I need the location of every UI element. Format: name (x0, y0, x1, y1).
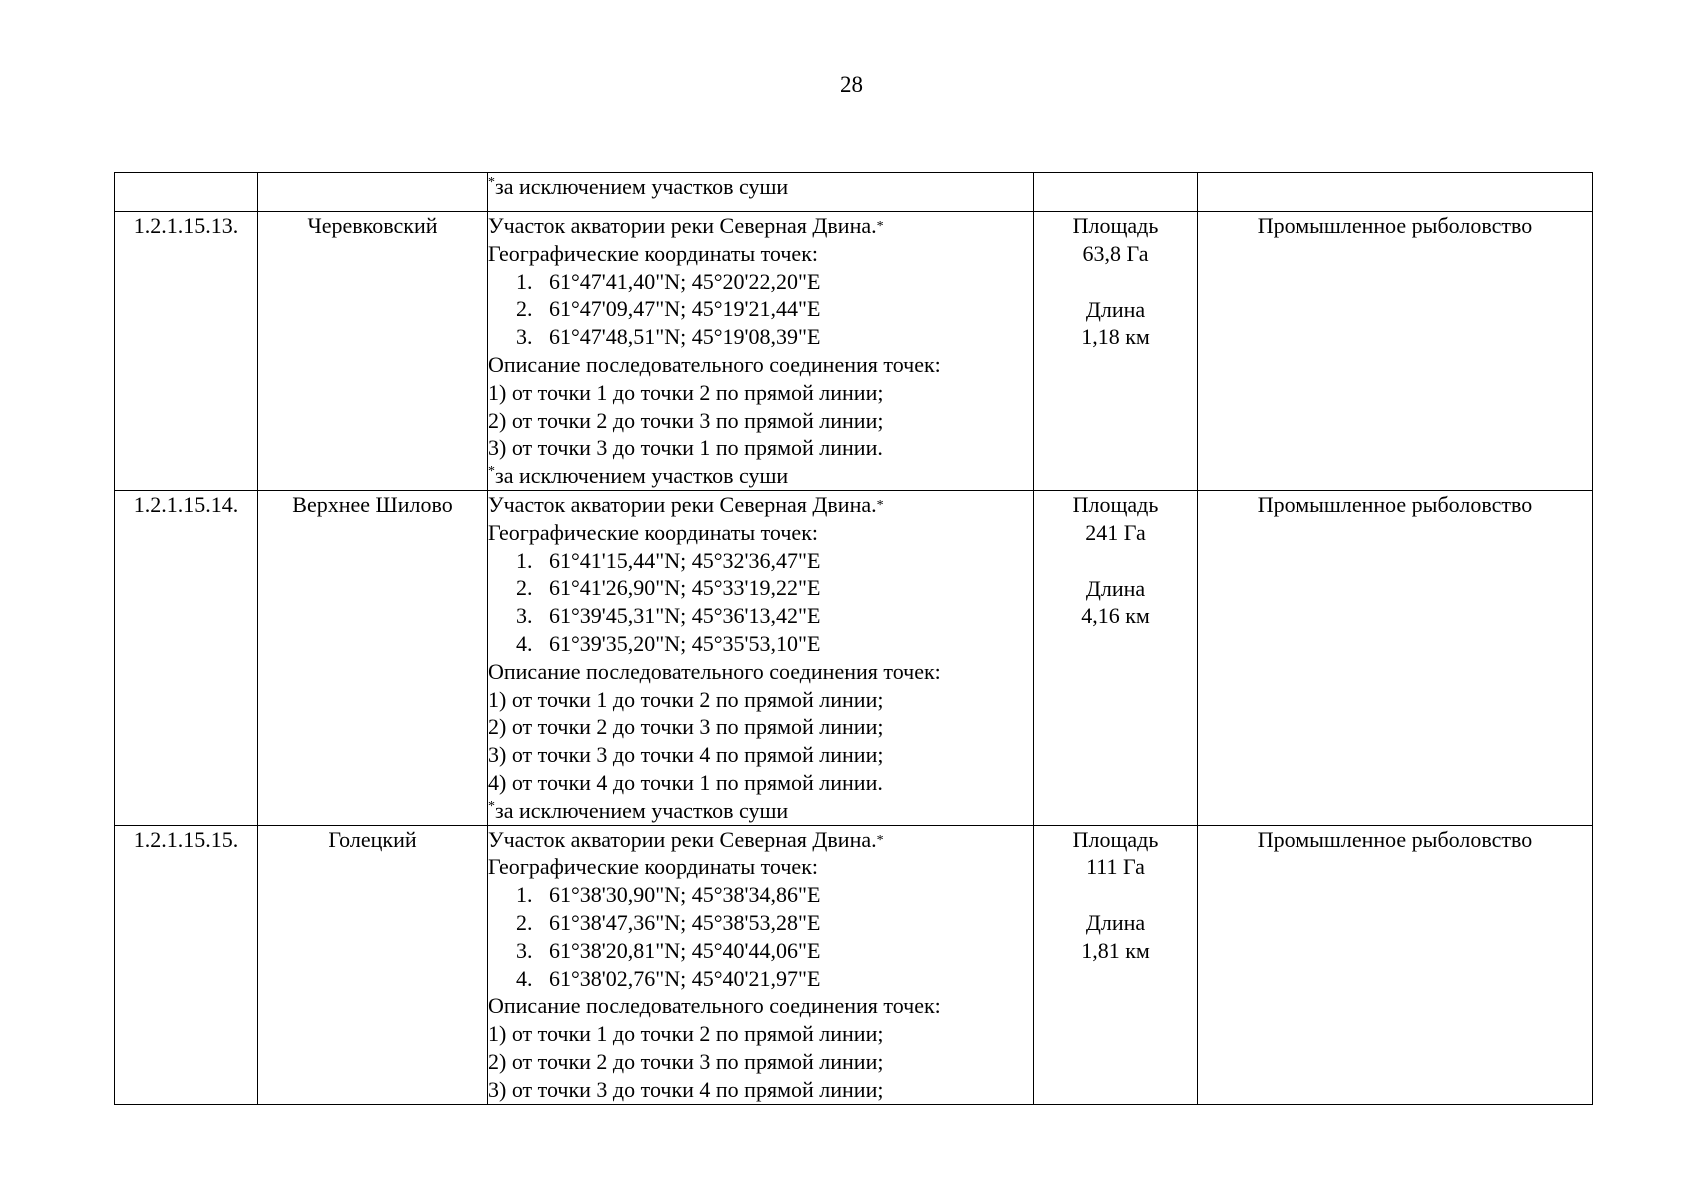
usage-type: Промышленное рыболовство (1198, 212, 1593, 491)
length-value: 4,16 км (1081, 603, 1150, 629)
cell-name (258, 173, 488, 212)
area-label: Площадь (1072, 213, 1159, 238)
land-exclusion-note: *за исключением участков суши (488, 174, 789, 199)
point-list (488, 268, 1033, 351)
length-value: 1,18 км (1081, 324, 1150, 350)
connection-label: Описание последовательного соединения точек: (488, 658, 941, 684)
connection-step: 1) от точки 1 до точки 2 по прямой линии; (488, 1021, 884, 1047)
area-title: Участок акватории реки Северная Двина.* (488, 213, 884, 238)
area-title: Участок акватории реки Северная Двина.* (488, 826, 884, 852)
coords-label: Географические координаты точек: (488, 519, 818, 545)
coordinate-point: 2. 61°47'09,47"N; 45°19'21,44"E (516, 296, 821, 322)
connection-step: 3) от точки 3 до точки 1 по прямой линии. (488, 435, 883, 461)
connection-step: 3) от точки 3 до точки 4 по прямой линии; (488, 742, 884, 768)
area-description (488, 212, 1034, 491)
connection-step: 1) от точки 1 до точки 2 по прямой линии; (488, 686, 884, 712)
connection-step: 3) от точки 3 до точки 4 по прямой линии; (488, 1076, 884, 1102)
coordinate-point: 3. 61°38'20,81"N; 45°40'44,06"E (516, 937, 821, 963)
area-size (1034, 825, 1198, 1104)
point-list (488, 881, 1033, 992)
connection-step: 2) от точки 2 до точки 3 по прямой линии; (488, 1048, 884, 1074)
usage-type: Промышленное рыболовство (1198, 490, 1593, 825)
coordinate-point: 2. 61°41'26,90"N; 45°33'19,22"E (516, 575, 821, 601)
page-number: 28 (840, 72, 863, 97)
length-value: 1,81 км (1081, 937, 1150, 963)
cell-number (115, 173, 258, 212)
table-row (115, 825, 1593, 1104)
cell-usage (1198, 173, 1593, 212)
area-size (1034, 490, 1198, 825)
length-label: Длина (1085, 296, 1146, 322)
area-label: Площадь (1072, 491, 1159, 517)
coordinate-point: 3. 61°47'48,51"N; 45°19'08,39"E (516, 324, 821, 350)
area-name: Черевковский (258, 212, 488, 491)
connection-step: 2) от точки 2 до точки 3 по прямой линии; (488, 407, 884, 433)
table-row-continuation (115, 173, 1593, 212)
coordinate-point: 4. 61°38'02,76"N; 45°40'21,97"E (516, 965, 821, 991)
land-exclusion-note: *за исключением участков суши (488, 463, 789, 489)
area-value: 241 Га (1085, 519, 1146, 545)
cell-size (1034, 173, 1198, 212)
area-value: 111 Га (1086, 854, 1145, 880)
area-name: Голецкий (258, 825, 488, 1104)
table-row (115, 490, 1593, 825)
area-description (488, 490, 1034, 825)
area-description (488, 825, 1034, 1104)
area-label: Площадь (1072, 826, 1159, 852)
coordinate-point: 4. 61°39'35,20"N; 45°35'53,10"E (516, 630, 821, 656)
coords-label: Географические координаты точек: (488, 240, 818, 266)
coords-label: Географические координаты точек: (488, 854, 818, 880)
area-value: 63,8 Га (1082, 240, 1149, 266)
coordinate-point: 1. 61°47'41,40"N; 45°20'22,20"E (516, 268, 821, 294)
area-id: 1.2.1.15.13. (115, 212, 258, 491)
connection-label: Описание последовательного соединения точек: (488, 993, 941, 1019)
connection-step: 1) от точки 1 до точки 2 по прямой линии; (488, 379, 884, 405)
point-list (488, 547, 1033, 658)
fishing-areas-table (114, 172, 1593, 1105)
area-size (1034, 212, 1198, 491)
area-title: Участок акватории реки Северная Двина.* (488, 491, 884, 517)
coordinate-point: 2. 61°38'47,36"N; 45°38'53,28"E (516, 909, 821, 935)
coordinate-point: 1. 61°41'15,44"N; 45°32'36,47"E (516, 547, 821, 573)
coordinate-point: 3. 61°39'45,31"N; 45°36'13,42"E (516, 603, 821, 629)
coordinate-point: 1. 61°38'30,90"N; 45°38'34,86"E (516, 882, 821, 908)
area-name: Верхнее Шилово (258, 490, 488, 825)
length-label: Длина (1085, 575, 1146, 601)
cell-description (488, 173, 1034, 212)
table-row (115, 212, 1593, 491)
connection-step: 4) от точки 4 до точки 1 по прямой линии. (488, 769, 883, 795)
area-id: 1.2.1.15.15. (115, 825, 258, 1104)
land-exclusion-note: *за исключением участков суши (488, 797, 789, 823)
usage-type: Промышленное рыболовство (1198, 825, 1593, 1104)
connection-label: Описание последовательного соединения точек: (488, 351, 941, 377)
length-label: Длина (1085, 910, 1146, 936)
connection-step: 2) от точки 2 до точки 3 по прямой линии; (488, 714, 884, 740)
area-id: 1.2.1.15.14. (115, 490, 258, 825)
